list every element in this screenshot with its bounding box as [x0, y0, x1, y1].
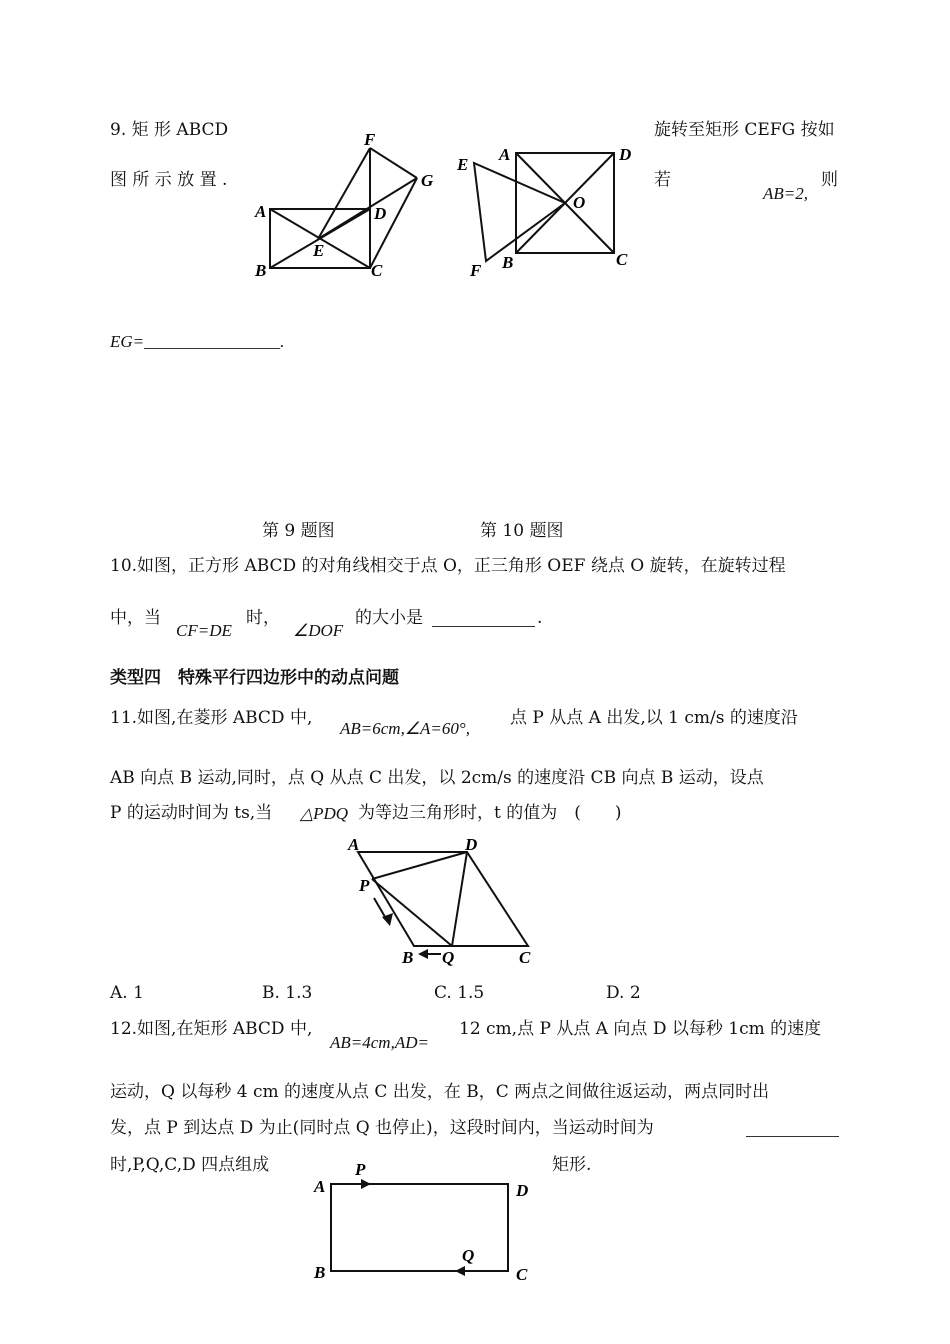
fig9-label-g: G: [421, 171, 434, 190]
q9-math-ab: AB=2,: [763, 184, 808, 203]
fig11-label-b: B: [402, 948, 414, 967]
fig11-label-p: P: [359, 876, 370, 895]
q11-line3-start: P 的运动时间为 ts,当: [110, 803, 273, 823]
q10-line2-start: 中，当: [110, 608, 161, 628]
q12-line1-end: 12 cm,点 P 从点 A 向点 D 以每秒 1cm 的速度: [459, 1019, 822, 1039]
q11-option-d: D. 2: [606, 983, 641, 1003]
fig10-label-a: A: [499, 145, 511, 164]
q9-text-start: 9. 矩 形 ABCD: [110, 120, 229, 140]
q9-text-if: 若: [654, 170, 671, 190]
fig10-label-o: O: [573, 193, 586, 212]
fig11-label-a: A: [348, 835, 360, 854]
fig9-label-a: A: [255, 202, 267, 221]
q11-math-conditions: AB=6cm,∠A=60°,: [340, 719, 470, 738]
fig9-label-e: E: [313, 241, 325, 260]
fig9-label-f: F: [364, 130, 376, 149]
q10-line2-size: 的大小是: [355, 608, 423, 628]
fig12-label-q: Q: [462, 1246, 475, 1265]
q12-math-dimensions: AB=4cm,AD=: [330, 1033, 429, 1052]
q12-line3: 发，点 P 到达点 D 为止(同时点 Q 也停止)，这段时间内，当运动时间为: [110, 1118, 654, 1138]
q11-option-b: B. 1.3: [262, 983, 313, 1003]
q12-line4-start: 时,P,Q,C,D 四点组成: [110, 1155, 270, 1175]
fig12-label-c: C: [516, 1265, 528, 1284]
q10-math-angle-dof: ∠DOF: [293, 621, 344, 640]
fig9-label-b: B: [255, 261, 267, 280]
q10-line1: 10.如图，正方形 ABCD 的对角线相交于点 O，正三角形 OEF 绕点 O 旋转，在旋转过程: [110, 556, 786, 576]
fig9-label-c: C: [371, 261, 383, 280]
fig10-label-b: B: [502, 253, 514, 272]
fig12-label-d: D: [516, 1181, 529, 1200]
fig12-label-a: A: [314, 1177, 326, 1196]
q12-line1-start: 12.如图,在矩形 ABCD 中,: [110, 1019, 313, 1039]
q9-text-line2: 图 所 示 放 置 .: [110, 170, 228, 190]
fig10-label-c: C: [616, 250, 628, 269]
fig10-label-e: E: [457, 155, 469, 174]
fig12-label-b: B: [314, 1263, 326, 1282]
q9-text-end: 旋转至矩形 CEFG 按如: [654, 120, 835, 140]
fig10-label-d: D: [619, 145, 632, 164]
q11-math-triangle: △PDQ: [300, 804, 349, 823]
fig10-label-f: F: [470, 261, 482, 280]
q11-line2: AB 向点 B 运动,同时，点 Q 从点 C 出发，以 2cm/s 的速度沿 CB 向点 B 运动，设点: [110, 768, 764, 788]
q11-line1-end: 点 P 从点 A 出发,以 1 cm/s 的速度沿: [510, 708, 798, 728]
q11-option-a: A. 1: [110, 983, 144, 1003]
q11-option-c: C. 1.5: [434, 983, 485, 1003]
fig11-label-c: C: [519, 948, 531, 967]
q9-answer-blank: EG=________________.: [110, 332, 285, 351]
q9-text-then: 则: [821, 170, 838, 190]
fig11-label-q: Q: [442, 948, 455, 967]
q11-line3-end: 为等边三角形时，t 的值为 ( ): [358, 803, 622, 823]
caption-figure-9: 第 9 题图: [262, 521, 335, 541]
section-heading: 类型四 特殊平行四边形中的动点问题: [110, 668, 399, 688]
fig11-label-d: D: [465, 835, 478, 854]
q10-line2-when: 时，: [246, 608, 280, 628]
q12-line4-end: 矩形.: [552, 1155, 592, 1175]
q11-line1-start: 11.如图,在菱形 ABCD 中,: [110, 708, 313, 728]
caption-figure-10: 第 10 题图: [480, 521, 564, 541]
q12-line2: 运动，Q 以每秒 4 cm 的速度从点 C 出发，在 B，C 两点之间做往返运动，两点同时出: [110, 1082, 770, 1102]
q10-math-cf-de: CF=DE: [176, 621, 232, 640]
fig12-label-p: P: [355, 1160, 366, 1179]
q10-line2-end: .: [537, 608, 543, 628]
fig9-label-d: D: [374, 204, 387, 223]
